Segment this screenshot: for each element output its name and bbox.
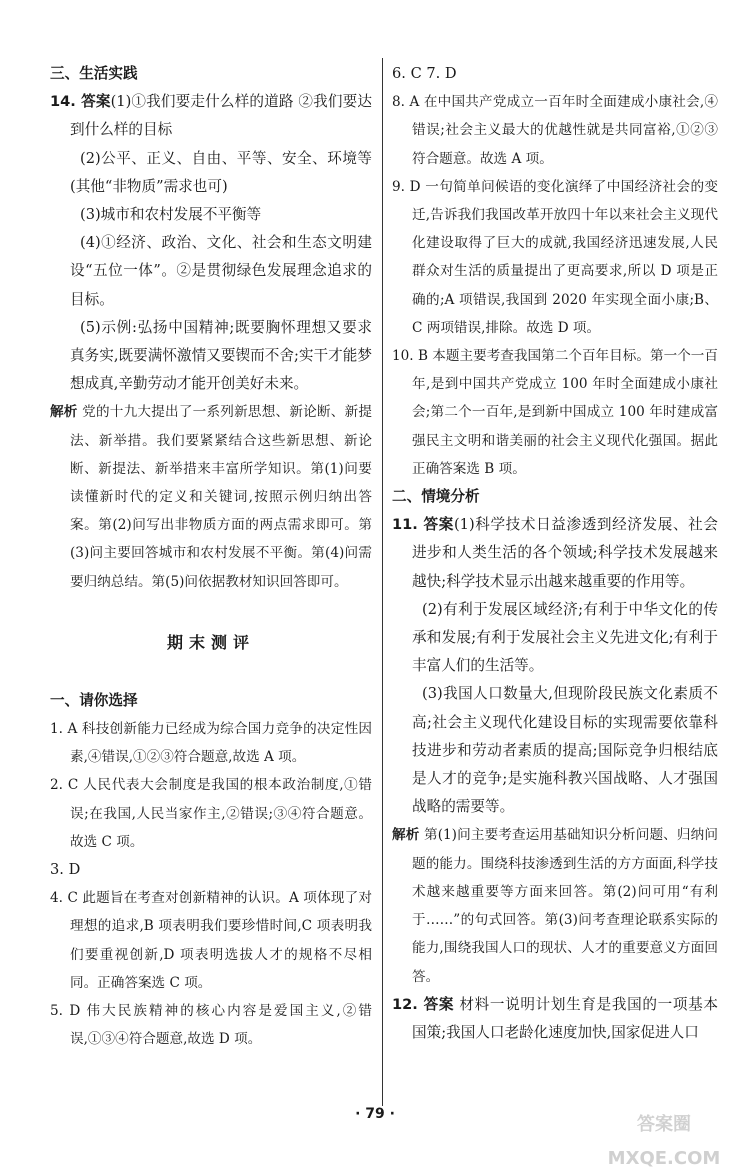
question-9: 9. D 一句简单问候语的变化演绎了中国经济社会的变迁,告诉我们我国改革开放四十年以来社会主义现代化建设取得了巨大的成就,我国经济迅速发展,人民群众对生活的质量提出了更高要求,所以 D 项是正确的;A 项错误,我国到 2020 年实现全面小康;B、C 两项错误,排除。故选 D 项。 bbox=[392, 178, 718, 336]
question-3: 3. D bbox=[50, 861, 81, 879]
question-2: 2. C 人民代表大会制度是我国的根本政治制度,①错误;在我国,人民当家作主,②错误;③④符合题意。故选 C 项。 bbox=[50, 777, 372, 850]
answer-label: 12. 答案 bbox=[392, 995, 455, 1013]
column-divider bbox=[382, 58, 383, 1106]
question-11-part-3: (3)我国人口数量大,但现阶段民族文化素质不高;社会主义现代化建设目标的实现需要依靠科技进步和劳动者素质的提高;国际竞争归根结底是人才的竞争;是实施科教兴国战略、人才强国战略的需要等。 bbox=[412, 685, 718, 816]
question-14-part-3: (3)城市和农村发展不平衡等 bbox=[80, 206, 262, 224]
answer-label: 14. 答案 bbox=[50, 93, 111, 111]
page-number: · 79 · bbox=[355, 1106, 395, 1122]
section-title-final-exam: 期末测评 bbox=[166, 632, 255, 652]
question-8: 8. A 在中国共产党成立一百年时全面建成小康社会,④错误;社会主义最大的优越性就是共同富裕,①②③符合题意。故选 A 项。 bbox=[392, 94, 718, 167]
analysis-label: 解析 bbox=[50, 404, 78, 421]
question-12-answer: 12. 答案 材料一说明计划生育是我国的一项基本国策;我国人口老龄化速度加快,国家促进人口 bbox=[392, 995, 718, 1041]
question-14-part-5: (5)示例:弘扬中国精神;既要胸怀理想又要求真务实,既要满怀激情又要锲而不舍;实干才能梦想成真,辛勤劳动才能开创美好未来。 bbox=[70, 318, 372, 393]
question-6-7: 6. C 7. D bbox=[392, 65, 457, 82]
question-11-part-2: (2)有利于发展区域经济;有利于中华文化的传承和发展;有利于发展社会主义先进文化;有利于丰富人们的生活等。 bbox=[412, 600, 718, 675]
analysis-label: 解析 bbox=[392, 827, 420, 844]
watermark-logo: 答案圈 MXQE.COM bbox=[607, 1114, 721, 1169]
answer-label: 11. 答案 bbox=[392, 516, 454, 534]
question-14-analysis: 解析 党的十九大提出了一系列新思想、新论断、新提法、新举措。我们要紧紧结合这些新思想、新论断、新提法、新举措来丰富所学知识。第(1)问要读懂新时代的定义和关键词,按照示例归纳出答案。第(2)问写出非物质方面的两点需求即可。第(3)问主要回答城市和农村发展不平衡。第(4)问需要归纳总结。第(5)问依据教材知识回答即可。 bbox=[50, 404, 373, 590]
question-14-part-2: (2)公平、正义、自由、平等、安全、环境等(其他“非物质”需求也可) bbox=[70, 149, 372, 195]
question-4: 4. C 此题旨在考查对创新精神的认识。A 项体现了对理想的追求,B 项表明我们要珍惜时间,C 项表明我们要重视创新,D 项表明选拔人才的规格不尽相同。正确答案选 C 项。 bbox=[50, 890, 372, 991]
left-column bbox=[50, 60, 372, 1054]
question-10: 10. B 本题主要考查我国第二个百年目标。第一个一百年,是到中国共产党成立 100 年时全面建成小康社会;第二个一百年,是到新中国成立 100 年时建成富强民主文明和谐美丽的社会主义现代化强国。据此正确答案选 B 项。 bbox=[392, 348, 718, 477]
question-14-answer: 14. 答案(1)①我们要走什么样的道路 ②我们要达到什么样的目标 bbox=[50, 93, 373, 139]
section-heading-life-practice: 三、生活实践 bbox=[50, 65, 138, 82]
question-11-analysis: 解析 第(1)问主要考查运用基础知识分析问题、归纳问题的能力。围绕科技渗透到生活的方方面面,科学技术越来越重要等方面来回答。第(2)问可用“有利于……”的句式回答。第(3)问考查理论联系实际的能力,围绕我国人口的现状、人才的重要意义方面回答。 bbox=[392, 827, 718, 985]
question-14-part-4: (4)①经济、政治、文化、社会和生态文明建设“五位一体”。②是贯彻绿色发展理念追求的目标。 bbox=[70, 234, 372, 308]
question-5: 5. D 伟大民族精神的核心内容是爱国主义,②错误,①③④符合题意,故选 D 项。 bbox=[50, 1003, 372, 1048]
question-1: 1. A 科技创新能力已经成为综合国力竞争的决定性因素,④错误,①②③符合题意,故选 A 项。 bbox=[50, 721, 372, 766]
section-heading-scenario-analysis: 二、情境分析 bbox=[392, 488, 480, 506]
section-heading-choice: 一、请你选择 bbox=[50, 691, 138, 709]
right-column bbox=[392, 60, 718, 1047]
question-11-answer: 11. 答案(1)科学技术日益渗透到经济发展、社会进步和人类生活的各个领域;科学技术发展越来越快;科学技术显示出越来越重要的作用等。 bbox=[392, 516, 718, 590]
